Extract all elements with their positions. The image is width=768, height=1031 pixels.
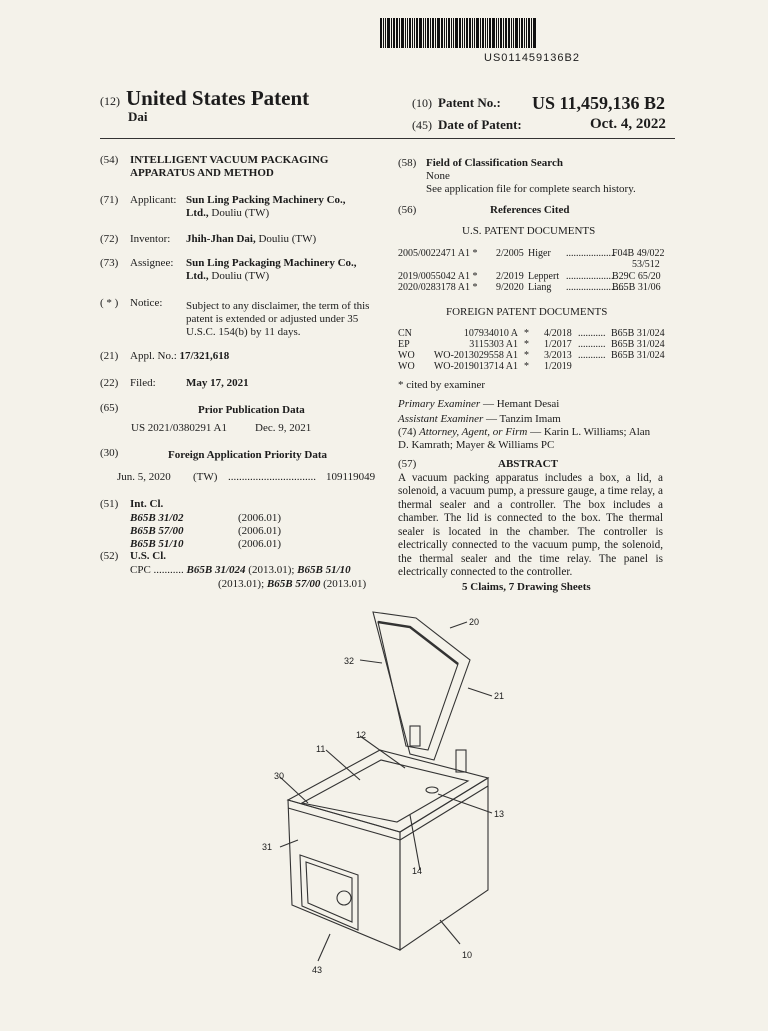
foreign-doc-star: * [524, 328, 529, 339]
patent-date: Oct. 4, 2022 [590, 116, 666, 132]
foreign-heading: Foreign Application Priority Data [168, 449, 327, 461]
foreign-doc-date: 1/2017 [544, 339, 572, 350]
inventor-label: Inventor: [130, 233, 171, 245]
appl-code: (21) [100, 350, 119, 362]
title-line2: APPARATUS AND METHOD [130, 167, 274, 179]
ref-14: 14 [412, 866, 423, 876]
hinge-right [456, 750, 466, 772]
prior-date: Dec. 9, 2021 [255, 422, 312, 434]
ref-30: 30 [274, 771, 285, 781]
uscl-dots: ........... [150, 564, 187, 576]
uscl-cpc: CPC [130, 564, 151, 576]
foreign-country: (TW) [193, 471, 218, 483]
assistant-examiner-name: — Tanzim Imam [483, 413, 561, 425]
patent-number: US 11,459,136 B2 [532, 93, 666, 113]
prior-code: (65) [100, 402, 119, 414]
abstract-heading: ABSTRACT [498, 458, 558, 470]
foreign-date: Jun. 5, 2020 [117, 471, 171, 483]
lid-outer [373, 612, 470, 760]
foreign-doc-date: 1/2019 [544, 361, 572, 372]
assistant-examiner-label: Assistant Examiner [398, 413, 484, 425]
title-code: (54) [100, 154, 119, 166]
foreign-doc-cc: EP [398, 339, 410, 350]
ref-21: 21 [494, 691, 505, 701]
code-45: (45) [412, 118, 432, 132]
primary-examiner-label: Primary Examiner [398, 398, 481, 410]
header-rule [100, 138, 675, 139]
us-doc-num: 2005/0022471 A1 * [398, 248, 478, 259]
foreign-doc-cc: WO [398, 350, 415, 361]
foreign-doc-dots: ........... [578, 350, 606, 361]
uscl-label: U.S. Cl. [130, 550, 167, 562]
claims-line: 5 Claims, 7 Drawing Sheets [462, 581, 591, 593]
us-doc-dots: ................... [566, 271, 614, 282]
intcl-version: (2006.01) [238, 525, 282, 537]
notice-line1: Subject to any disclaimer, the term of this [186, 300, 370, 312]
us-doc-cls: B65B 31/06 [612, 282, 661, 293]
field-heading: Field of Classification Search [426, 157, 563, 169]
filed-code: (22) [100, 377, 119, 389]
us-doc-dots: .................... [566, 248, 616, 259]
box-top-edge [288, 808, 400, 840]
uscl-class3-version: (2013.01) [320, 578, 367, 590]
us-doc-dots: ........................ [566, 282, 626, 293]
refs-code: (56) [398, 204, 417, 216]
us-doc-num: 2020/0283178 A1 * [398, 282, 478, 293]
us-doc-name: Leppert [528, 271, 560, 282]
foreign-doc-cls: B65B 31/024 [611, 350, 665, 361]
title-line1: INTELLIGENT VACUUM PACKAGING [130, 154, 329, 166]
foreign-doc-cls: B65B 31/024 [611, 328, 665, 339]
inventor-place: Douliu (TW) [255, 233, 317, 245]
appl-label: Appl. No.: [130, 350, 180, 362]
us-doc-name: Higer [528, 248, 551, 259]
us-doc-cls: F04B 49/022 [612, 248, 665, 259]
gauge [337, 891, 351, 905]
filed-label: Filed: [130, 377, 156, 389]
ref-13: 13 [494, 809, 505, 819]
control-panel [300, 855, 358, 930]
applicant-place: Douliu (TW) [208, 207, 270, 219]
assignee-label: Assignee: [130, 257, 174, 269]
applicant-label: Applicant: [130, 194, 177, 206]
chamber-rim [302, 760, 468, 822]
ref-31: 31 [262, 842, 273, 852]
code-10: (10) [412, 96, 432, 110]
applicant-name1: Sun Ling Packing Machinery Co., [186, 194, 346, 206]
uscl-code: (52) [100, 550, 119, 562]
us-doc-cls: B29C 65/20 [612, 271, 661, 282]
uscl-class3: B65B 57/00 [266, 578, 321, 590]
intcl-version: (2006.01) [238, 512, 282, 524]
notice-label: Notice: [130, 297, 163, 309]
foreign-doc-num: 3115303 A1 [469, 339, 518, 350]
uscl-class1-version: (2013.01); [245, 564, 298, 576]
ref-20: 20 [469, 617, 480, 627]
patent-no-label: Patent No.: [438, 95, 501, 110]
attorney-code: (74) [398, 426, 420, 438]
foreign-doc-star: * [524, 361, 529, 372]
uscl-class1: B65B 31/024 [186, 564, 246, 576]
assignee-code: (73) [100, 257, 119, 269]
notice-line2: patent is extended or adjusted under 35 [186, 313, 359, 325]
prior-heading: Prior Publication Data [198, 404, 305, 416]
prior-number: US 2021/0380291 A1 [131, 422, 227, 434]
field-code: (58) [398, 157, 417, 169]
foreign-doc-date: 3/2013 [544, 350, 572, 361]
assignee-name2: Ltd., [186, 270, 209, 282]
foreign-doc-num: WO-2013029558 A1 [433, 350, 518, 361]
barcode-number: US011459136B2 [484, 52, 580, 64]
ref-12: 12 [356, 730, 367, 740]
applicant-name2: Ltd., [186, 207, 209, 219]
abstract-text: A vacuum packing apparatus includes a box, a lid, a solenoid, a vacuum pump, a pressure gauge, a time relay, a thermal sealer and a controller. The box includes a chamber. The lid is connected to the box. The thermal sealer is located in the chamber. The controller is electrically connected to the vacuum pump, the solenoid, the thermal sealer and the time relay. The panel is electrically connected to the controller. [398, 472, 663, 579]
uscl-class2-version: (2013.01); [218, 578, 267, 590]
primary-examiner-name: — Hemant Desai [480, 398, 560, 410]
foreign-doc-dots: ........... [578, 339, 606, 350]
foreign-number: 109119049 [326, 471, 376, 483]
us-docs-heading: U.S. PATENT DOCUMENTS [462, 225, 596, 237]
notice-code: ( * ) [100, 297, 119, 309]
notice-line3: U.S.C. 154(b) by 11 days. [186, 326, 301, 338]
us-doc-name: Liang [528, 282, 552, 293]
us-doc-cls: 53/512 [632, 259, 660, 270]
abstract-code: (57) [398, 458, 417, 470]
foreign-docs-heading: FOREIGN PATENT DOCUMENTS [446, 306, 608, 318]
foreign-doc-cc: CN [398, 328, 412, 339]
field-line2: See application file for complete search history. [426, 183, 636, 195]
assignee-name1: Sun Ling Packaging Machinery Co., [186, 257, 357, 269]
foreign-doc-cls: B65B 31/024 [611, 339, 665, 350]
inventor-surname: Dai [128, 109, 148, 124]
intcl-class: B65B 51/10 [130, 538, 184, 550]
intcl-class: B65B 31/02 [130, 512, 184, 524]
intcl-label: Int. Cl. [130, 498, 164, 510]
inventor-name: Jhih-Jhan Dai, [186, 233, 256, 245]
ref-10: 10 [462, 950, 473, 960]
foreign-doc-num: WO-2019013714 A1 [433, 361, 518, 372]
foreign-doc-cc: WO [398, 361, 415, 372]
cited-note: * cited by examiner [398, 379, 486, 391]
foreign-doc-num: 107934010 A [463, 328, 518, 339]
refs-heading: References Cited [490, 204, 570, 216]
assignee-place: Douliu (TW) [208, 270, 270, 282]
foreign-doc-star: * [524, 339, 529, 350]
filed-value: May 17, 2021 [186, 377, 249, 389]
intcl-code: (51) [100, 498, 119, 510]
patent-drawing [260, 600, 520, 980]
applicant-code: (71) [100, 194, 119, 206]
document-type: United States Patent [126, 86, 310, 110]
ref-32: 32 [344, 656, 355, 666]
attorney-line1: — Karin L. Williams; Alan [527, 426, 651, 438]
us-doc-num: 2019/0055042 A1 * [398, 271, 478, 282]
uscl-class2: B65B 51/10 [297, 564, 351, 576]
attorney-label: Attorney, Agent, or Firm [419, 426, 528, 438]
code-12: (12) [100, 94, 120, 108]
field-line1: None [426, 170, 450, 182]
date-label: Date of Patent: [438, 117, 522, 132]
lid-bar [378, 622, 458, 664]
intcl-version: (2006.01) [238, 538, 282, 550]
inventor-code: (72) [100, 233, 119, 245]
attorney-line2: D. Kamrath; Mayer & Williams PC [398, 439, 555, 451]
us-doc-date: 9/2020 [496, 282, 524, 293]
foreign-code: (30) [100, 447, 119, 459]
barcode [380, 18, 580, 48]
appl-value: 17/321,618 [179, 350, 230, 362]
us-doc-date: 2/2019 [496, 271, 524, 282]
pressure-gauge [426, 787, 438, 793]
hinge-left [410, 726, 420, 746]
ref-43: 43 [312, 965, 323, 975]
intcl-class: B65B 57/00 [130, 525, 184, 537]
ref-11: 11 [316, 744, 326, 754]
foreign-doc-star: * [524, 350, 529, 361]
foreign-doc-date: 4/2018 [544, 328, 572, 339]
foreign-doc-dots: ........... [578, 328, 606, 339]
us-doc-date: 2/2005 [496, 248, 524, 259]
foreign-dots: ................................ [228, 471, 316, 483]
